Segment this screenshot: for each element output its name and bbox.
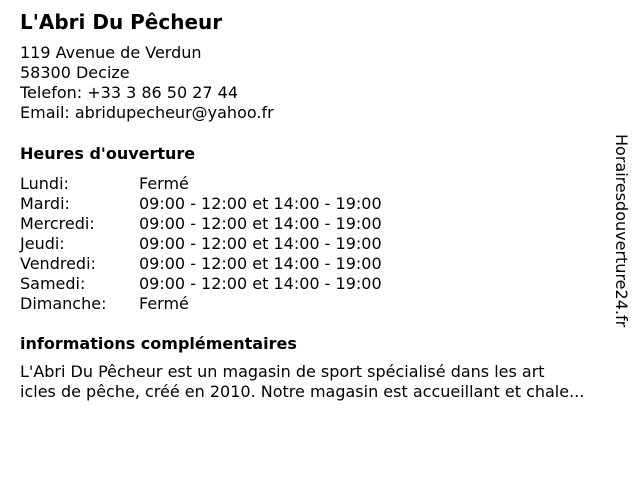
- hours-row-mercredi: [20, 214, 382, 234]
- hours-day: Lundi:: [20, 174, 69, 193]
- address-city: 58300 Decize: [20, 63, 130, 82]
- hours-heading: Heures d'ouverture: [20, 144, 196, 163]
- watermark-text: Horairesdouverture24.fr: [612, 134, 631, 328]
- hours-table: [20, 174, 382, 314]
- hours-time: 09:00 - 12:00 et 14:00 - 19:00: [139, 254, 382, 273]
- hours-time: 09:00 - 12:00 et 14:00 - 19:00: [139, 234, 382, 253]
- info-heading: informations complémentaires: [20, 334, 297, 353]
- address-street: 119 Avenue de Verdun: [20, 43, 202, 62]
- description-line-1: L'Abri Du Pêcheur est un magasin de sport spécialisé dans les art: [20, 362, 545, 381]
- hours-time: Fermé: [139, 174, 189, 193]
- hours-row-vendredi: [20, 254, 382, 274]
- hours-time: Fermé: [139, 294, 189, 313]
- hours-day: Mercredi:: [20, 214, 95, 233]
- hours-time: 09:00 - 12:00 et 14:00 - 19:00: [139, 214, 382, 233]
- hours-row-lundi: [20, 174, 382, 194]
- description-line-2: icles de pêche, créé en 2010. Notre magasin est accueillant et chale...: [20, 382, 585, 401]
- hours-day: Mardi:: [20, 194, 70, 213]
- hours-day: Vendredi:: [20, 254, 96, 273]
- description-text: [20, 362, 630, 402]
- hours-day: Jeudi:: [20, 234, 65, 253]
- hours-time: 09:00 - 12:00 et 14:00 - 19:00: [139, 194, 382, 213]
- hours-row-mardi: [20, 194, 382, 214]
- phone-text: Telefon: +33 3 86 50 27 44: [20, 83, 239, 102]
- hours-row-dimanche: [20, 294, 382, 314]
- contact-block: [20, 43, 274, 123]
- hours-row-jeudi: [20, 234, 382, 254]
- hours-time: 09:00 - 12:00 et 14:00 - 19:00: [139, 274, 382, 293]
- hours-row-samedi: [20, 274, 382, 294]
- email-text: Email: abridupecheur@yahoo.fr: [20, 103, 274, 122]
- business-name: L'Abri Du Pêcheur: [20, 10, 223, 34]
- hours-day: Samedi:: [20, 274, 86, 293]
- hours-day: Dimanche:: [20, 294, 107, 313]
